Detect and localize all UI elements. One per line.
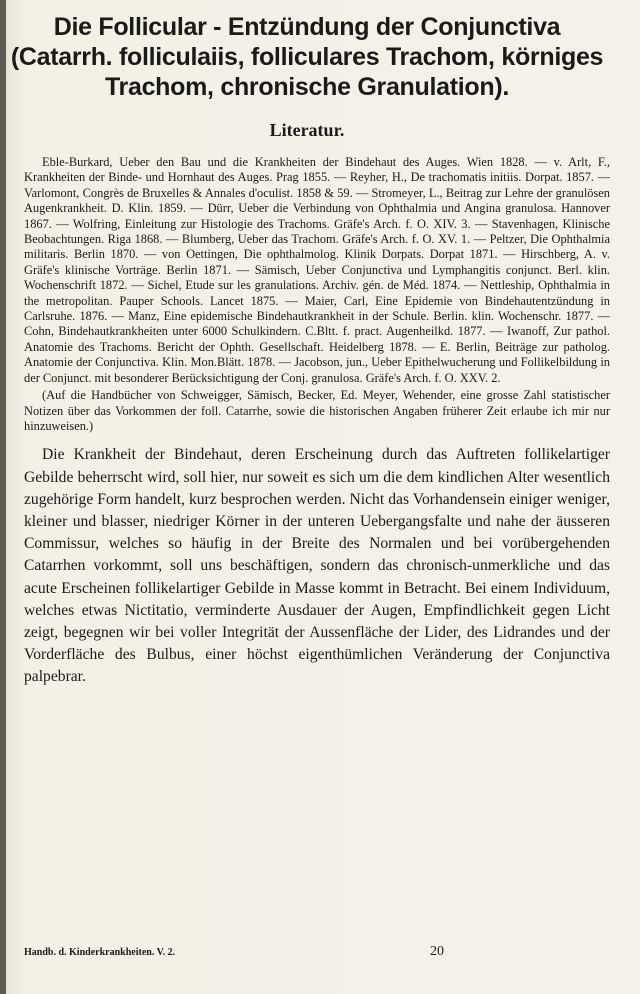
page-number: 20 (430, 944, 444, 959)
references-block (4, 155, 610, 386)
footer-source: Handb. d. Kinderkrankheiten. V. 2. (24, 947, 176, 958)
literature-heading: Literatur. (269, 120, 345, 140)
chapter-title: Die Follicular - Entzündung der Conjunctiva (Catarrh. folliculaiis, folliculares Trachom, körniges Trachom, chronische Granulation). (10, 13, 604, 101)
references-note: (Auf die Handbücher von Schweigger, Sämisch, Becker, Ed. Meyer, Wehender, eine grosse Zahl statistischer Notizen über das Vorkommen der foll. Catarrhe, sowie die historischen Angaben früherer Zeit erlaube ich mir nur hinzuweisen.) (24, 388, 610, 433)
page-content (4, 4, 610, 689)
body-paragraph: Die Krankheit der Bindehaut, deren Erscheinung durch das Auftreten follikelartiger Gebilde beherrscht wird, soll hier, nur soweit es sich um die dem kindlichen Alter wesentlich zugehörige Form handelt, kurz besprochen werden. Nicht das Vorhandensein einiger weniger, kleiner und blasser, niedriger Körner in der unteren Uebergangsfalte und nahe der äusseren Commissur, welches so häufig in der Breite des Normalen und bei vorübergehenden Catarrhen vorkommt, soll uns beschäftigen, sondern das chronisch-unmerkliche und das acute Erscheinen follikelartiger Gebilde in Masse kommt in Betracht. Bei einem Individuum, welches etwas Nictitatio, verminderte Ausdauer der Augen, Empfindlichkeit gegen Licht zeigt, begegnen wir bei voller Integrität der Aussenfläche der Lider, des Lidrandes und der Vorderfläche des Bulbus, einer höchst eigenthümlichen Veränderung der Conjunctiva palpebrar. (24, 446, 610, 686)
page-footer (24, 944, 444, 960)
references-text: Eble-Burkard, Ueber den Bau und die Krankheiten der Bindehaut des Auges. Wien 1828. — v. Arlt, F., Krankheiten der Binde- und Hornhaut des Auges. Prag 1855. — Reyher, H., De trachomatis initiis. Dorpat. 1857. — Varlomont, Congrès de Bruxelles & Annales d'oculist. 1858 & 59. — Stromeyer, L., Beitrag zur Lehre der granulösen Augenkrankheit. D. Klin. 1859. — Dürr, Ueber die Verbindung von Ophthalmia und Angina granulosa. Hannover 1867. — Wolfring, Einleitung zur Histologie des Trachoms. Gräfe's Arch. f. O. XIV. 3. — Stavenhagen, Klinische Beobachtungen. Riga 1868. — Blumberg, Ueber das Trachom. Gräfe's Arch. f. O. XV. 1. — Peltzer, Die Ophthalmia militaris. Berlin 1870. — von Oettingen, Die ophthalmolog. Klinik Dorpats. Dorpat 1871. — Hirschberg, A. v. Gräfe's klinische Vorträge. Berlin 1871. — Sämisch, Ueber Conjunctiva und Lymphangitis conjunct. Berl. klin. Wochenschrift 1872. — Sichel, Etude sur les granulations. Archiv. gén. de Méd. 1874. — Nettleship, Ophthalmia in the metropolitan. Pauper Schools. Lancet 1875. — Maier, Carl, Eine Epidemie von Bindehautentzündung in Carlsruhe. 1876. — Manz, Eine epidemische Bindehautkrankheit in der Schule. Berlin. klin. Wochenschr. 1877. — Cohn, Bindehautkrankheiten unter 6000 Schulkindern. C.Bltt. f. pract. Augenheilkd. 1877. — Iwanoff, Zur pathol. Anatomie des Trachoms. Bericht der Ophth. Gesellschaft. Heidelberg 1878. — E. Berlin, Beiträge zur patholog. Anatomie der Conjunctiva. Klin. Mon.Blätt. 1878. — Jacobson, jun., Ueber Epithelwucherung und Follikelbildung in der Conjunct. mit besonderer Berücksichtigung der Conj. granulosa. Gräfe's Arch. f. O. XXV. 2. (24, 155, 610, 385)
